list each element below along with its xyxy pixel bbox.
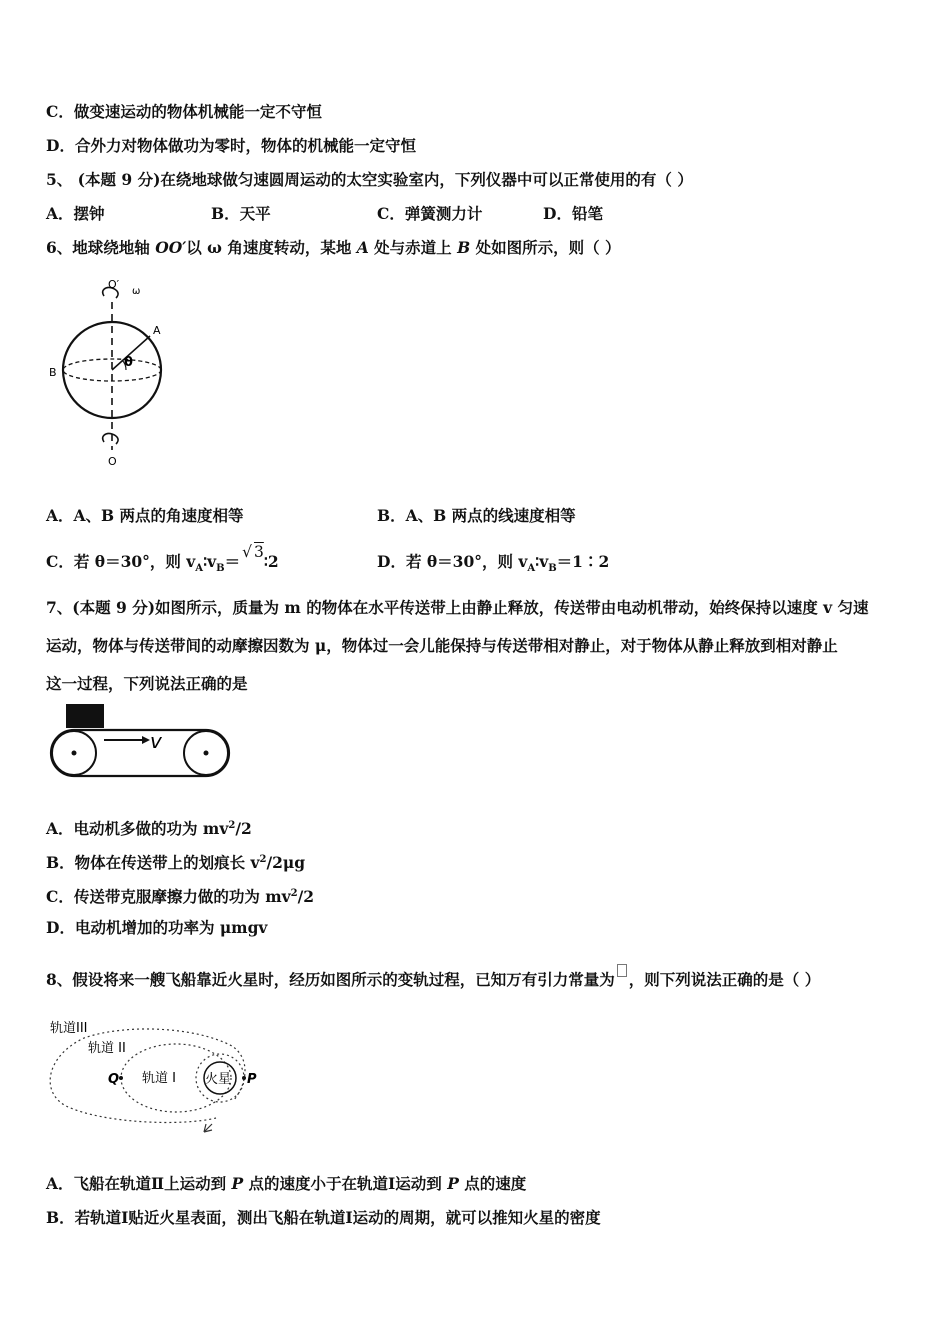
q6-stem [46,238,620,258]
label-o: O [108,455,117,468]
label-orbit-2: 轨道 II [88,1041,126,1056]
label-b: B [49,366,57,379]
q6-opt-c-mid: ∶v [203,552,217,571]
label-omega: ω [132,286,141,297]
q7-stem-line1: 7、(本题 9 分)如图所示，质量为 m 的物体在水平传送带上由静止释放，传送带由电动机带动，始终保持以速度 v 匀速 [46,598,869,617]
q7-option-b [46,850,305,873]
q5-stem: 5、 (本题 9 分)在绕地球做匀速圆周运动的太空实验室内，下列仪器中可以正常使用的有（ ） [46,170,693,189]
q6-stem-prefix: 6、地球绕地轴 [46,238,156,257]
label-orbit-1: 轨道 I [142,1071,176,1086]
q6-option-d [377,552,609,579]
q6-option-a: A．A、B 两点的角速度相等 [46,506,244,525]
q5-option-b: B．天平 [211,204,271,223]
q6-option-c [46,543,279,579]
q7-option-c [46,884,314,907]
q6-opt-c-sqrt: 3 [253,543,264,561]
q6-opt-c-sub-b: B [216,563,225,575]
q6-opt-c-sub-a: A [195,563,204,575]
q6-opt-c-suffix: ∶2 [263,552,279,571]
q7-opt-b-suffix: /2μg [266,853,306,873]
q7-opt-c-suffix: /2 [297,887,315,907]
label-o-prime: O′ [108,278,120,291]
q4-option-d: D．合外力对物体做功为零时，物体的机械能一定守恒 [46,136,416,155]
q8-opt-a-prefix: A．飞船在轨道Ⅱ上运动到 [46,1174,232,1193]
q7-conveyor-figure [44,702,234,784]
q7-opt-c-sup: 2 [290,888,298,899]
q7-stem-line3: 这一过程，下列说法正确的是 [46,674,248,693]
q5-option-a: A．摆钟 [46,204,105,223]
right-axle [204,751,209,756]
belt [51,730,229,776]
label-v: v [150,729,162,753]
q8-opt-a-p2: P [447,1174,459,1193]
q6-stem-suffix: 处如图所示，则（ ） [470,238,621,257]
q6-point-a: A [356,238,369,257]
q6-opt-c-prefix: C．若 θ＝30°，则 v [46,552,196,571]
orbit-direction-arrow-icon [204,1124,212,1132]
q6-opt-c-eq: ＝ [224,552,241,571]
q8-option-a [46,1174,526,1194]
q7-opt-b-prefix: B．物体在传送带上的划痕长 v [46,853,260,873]
q8-stem [46,964,820,990]
label-p: P [247,1072,257,1087]
label-theta: θ [124,355,133,370]
point-q-dot [119,1076,123,1080]
q6-stem-mid1: 以 ω 角速度转动，某地 [186,238,357,257]
q7-opt-a-suffix: /2 [235,819,252,839]
q8-opt-a-mid: 点的速度小于在轨道Ⅰ运动到 [243,1174,448,1193]
q7-option-a [46,816,252,839]
left-axle [72,751,77,756]
q7-opt-b-sup: 2 [259,854,267,865]
rotation-bottom-icon [103,433,118,444]
q6-opt-d-sub-a: A [527,563,536,575]
q7-opt-c-prefix: C．传送带克服摩擦力做的功为 mv [46,887,291,907]
q7-stem-line2: 运动，物体与传送带间的动摩擦因数为 μ，物体过一会儿能保持与传送带相对静止，对于物体从静止释放到相对静止 [46,636,838,655]
label-q: Q [108,1072,120,1087]
label-orbit-3: 轨道III [50,1021,88,1036]
label-a: A [153,324,161,337]
q6-option-b: B．A、B 两点的线速度相等 [377,506,576,525]
q6-stem-mid2: 处与赤道上 [368,238,458,257]
point-p-dot [242,1076,246,1080]
q4-option-c: C．做变速运动的物体机械能一定不守恒 [46,102,322,121]
q8-opt-a-suffix: 点的速度 [458,1174,527,1193]
sqrt-icon: √ [242,543,252,561]
label-mars: 火星 [205,1072,232,1087]
q7-option-d: D．电动机增加的功率为 μmgv [46,918,268,937]
q8-stem-suffix: ，则下列说法正确的是（ ） [628,970,821,989]
q6-opt-d-sub-b: B [548,563,557,575]
q6-earth-figure [40,272,180,472]
q6-opt-d-mid: ∶v [535,552,549,571]
q5-option-c: C．弹簧测力计 [377,204,483,223]
q5-option-d: D．铅笔 [543,204,603,223]
velocity-arrowhead-icon [142,736,150,744]
q7-opt-a-sup: 2 [228,820,236,831]
block [66,704,104,728]
q6-axis: OO′ [155,238,187,257]
q6-opt-d-suffix: ＝1∶2 [556,552,610,571]
placeholder-box-icon [617,964,627,977]
q8-opt-a-p1: P [231,1174,244,1193]
q8-option-b: B．若轨道Ⅰ贴近火星表面，测出飞船在轨道Ⅰ运动的周期，就可以推知火星的密度 [46,1208,601,1227]
q8-stem-prefix: 8、假设将来一艘飞船靠近火星时，经历如图所示的变轨过程，已知万有引力常量为 [46,970,615,989]
q8-orbit-figure [44,1016,274,1138]
q6-opt-d-prefix: D．若 θ＝30°，则 v [377,552,528,571]
q7-opt-a-prefix: A．电动机多做的功为 mv [46,819,229,839]
q6-point-b: B [457,238,471,257]
